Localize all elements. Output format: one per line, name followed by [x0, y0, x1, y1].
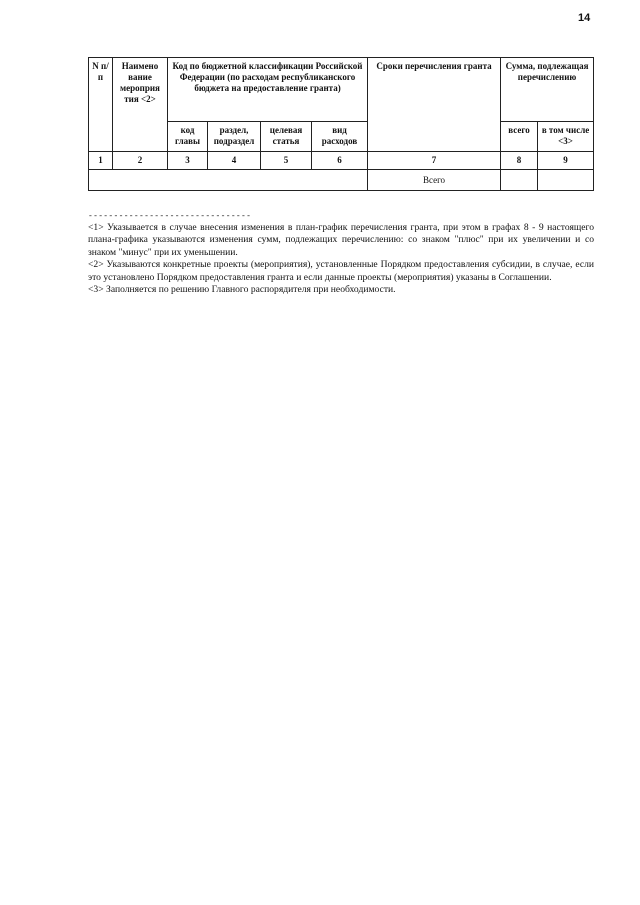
grant-transfer-schedule-table	[88, 57, 594, 191]
total-label: Всего	[368, 170, 501, 191]
total-including-cell	[538, 170, 594, 191]
column-number: 8	[501, 152, 538, 170]
column-number: 2	[113, 152, 168, 170]
column-number: 5	[261, 152, 312, 170]
subheader-target-item: целевая статья	[261, 122, 312, 152]
footnote-3: <3> Заполняется по решению Главного распорядителя при необходимости.	[88, 284, 396, 296]
subheader-sum-total: всего	[501, 122, 538, 152]
column-number: 1	[89, 152, 113, 170]
subheader-expense-type: вид расходов	[312, 122, 368, 152]
header-transfer-terms: Сроки перечисления гранта	[368, 58, 501, 152]
column-number: 9	[538, 152, 594, 170]
footnote-2: <2> Указываются конкретные проекты (мероприятия), установленные Порядком предоставления субсидии, в случае, если это установлено Порядком предоставления гранта и если данные проекты (мероприятия) указаны в Соглашении.	[88, 259, 594, 283]
column-number: 3	[168, 152, 208, 170]
header-event-name: Наимено вание мероприя тия <2>	[113, 58, 168, 152]
footnote-separator: --------------------------------	[88, 212, 252, 221]
header-sum: Сумма, подлежащая перечислению	[501, 58, 594, 122]
total-row	[89, 170, 594, 191]
page-number: 14	[578, 12, 591, 24]
subheader-section: раздел, подраздел	[208, 122, 261, 152]
column-number: 6	[312, 152, 368, 170]
header-number: N п/п	[89, 58, 113, 152]
column-numbers-row	[89, 152, 594, 170]
total-sum-cell	[501, 170, 538, 191]
footnotes	[88, 212, 594, 296]
subheader-chapter-code: код главы	[168, 122, 208, 152]
column-number: 4	[208, 152, 261, 170]
table-header-row	[89, 58, 594, 122]
footnote-1: <1> Указывается в случае внесения изменения в план-график перечисления гранта, при этом в графах 8 - 9 настоящего плана-графика указываются изменения сумм, подлежащих перечислению: со знаком "плюс" при их увеличении и со знаком "минус" при их уменьшении.	[88, 222, 594, 258]
column-number: 7	[368, 152, 501, 170]
subheader-sum-including: в том числе <3>	[538, 122, 594, 152]
header-budget-code: Код по бюджетной классификации Российской Федерации (по расходам республиканского бюджета на предоставление гранта)	[168, 58, 368, 122]
total-row-blank	[89, 170, 368, 191]
